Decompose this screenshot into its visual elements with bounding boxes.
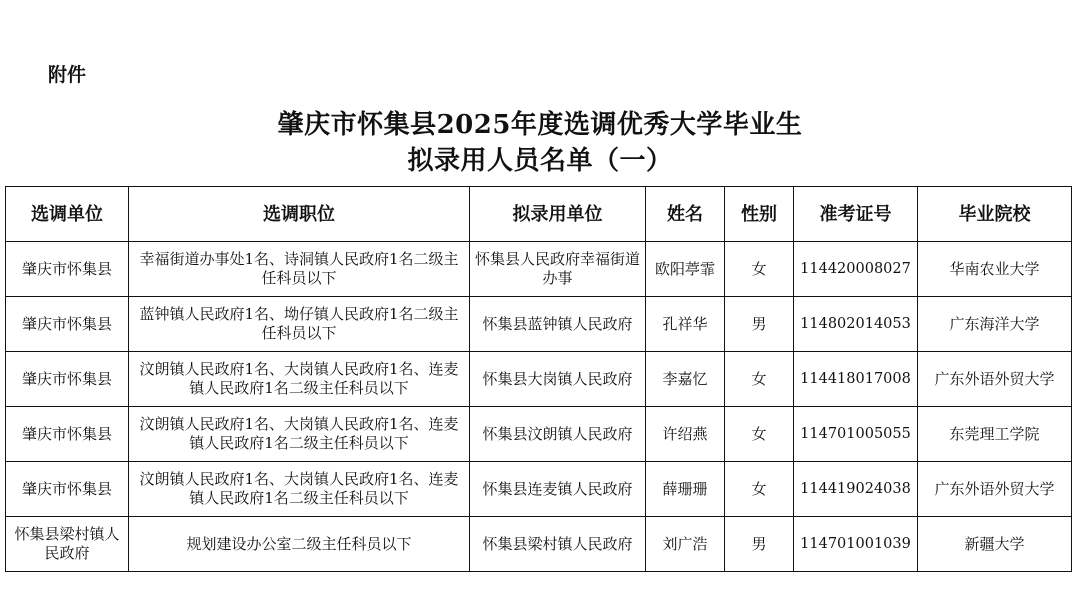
header-gender: 性别 [725,187,794,242]
header-unit: 选调单位 [6,187,129,242]
cell-exam-number: 114802014053 [794,297,918,352]
cell-exam-number: 114701005055 [794,407,918,462]
cell-exam-number: 114419024038 [794,462,918,517]
cell-name: 孔祥华 [646,297,725,352]
cell-position: 规划建设办公室二级主任科员以下 [129,517,470,572]
cell-gender: 女 [725,407,794,462]
cell-unit: 肇庆市怀集县 [6,407,129,462]
cell-exam-number: 114418017008 [794,352,918,407]
table-row [6,517,1072,572]
cell-position: 蓝钟镇人民政府1名、坳仔镇人民政府1名二级主任科员以下 [129,297,470,352]
attachment-label: 附件 [48,64,87,86]
cell-name: 刘广浩 [646,517,725,572]
table-header-row [6,187,1072,242]
table-row [6,297,1072,352]
cell-school: 华南农业大学 [918,242,1072,297]
cell-gender: 女 [725,352,794,407]
table-row [6,352,1072,407]
cell-unit: 怀集县梁村镇人民政府 [6,517,129,572]
document-title: 肇庆市怀集县2025年度选调优秀大学毕业生 [277,110,803,140]
cell-gender: 女 [725,242,794,297]
header-name: 姓名 [646,187,725,242]
cell-position: 汶朗镇人民政府1名、大岗镇人民政府1名、连麦镇人民政府1名二级主任科员以下 [129,462,470,517]
cell-employer: 怀集县蓝钟镇人民政府 [470,297,646,352]
cell-employer: 怀集县人民政府幸福街道办事 [470,242,646,297]
cell-exam-number: 114701001039 [794,517,918,572]
cell-name: 欧阳葶霏 [646,242,725,297]
cell-name: 许绍燕 [646,407,725,462]
cell-unit: 肇庆市怀集县 [6,352,129,407]
cell-gender: 男 [725,297,794,352]
cell-unit: 肇庆市怀集县 [6,462,129,517]
cell-unit: 肇庆市怀集县 [6,242,129,297]
admission-list-table [5,186,1072,572]
cell-employer: 怀集县连麦镇人民政府 [470,462,646,517]
table-row [6,462,1072,517]
cell-school: 东莞理工学院 [918,407,1072,462]
header-position: 选调职位 [129,187,470,242]
table-row [6,407,1072,462]
table-row [6,242,1072,297]
header-school: 毕业院校 [918,187,1072,242]
cell-gender: 女 [725,462,794,517]
cell-school: 广东外语外贸大学 [918,462,1072,517]
document-subtitle: 拟录用人员名单（一） [407,146,673,176]
cell-school: 广东外语外贸大学 [918,352,1072,407]
cell-unit: 肇庆市怀集县 [6,297,129,352]
cell-employer: 怀集县汶朗镇人民政府 [470,407,646,462]
cell-name: 薛珊珊 [646,462,725,517]
cell-exam-number: 114420008027 [794,242,918,297]
cell-employer: 怀集县大岗镇人民政府 [470,352,646,407]
cell-position: 幸福街道办事处1名、诗洞镇人民政府1名二级主任科员以下 [129,242,470,297]
cell-school: 广东海洋大学 [918,297,1072,352]
header-employer: 拟录用单位 [470,187,646,242]
header-exam-number: 准考证号 [794,187,918,242]
cell-gender: 男 [725,517,794,572]
cell-position: 汶朗镇人民政府1名、大岗镇人民政府1名、连麦镇人民政府1名二级主任科员以下 [129,407,470,462]
cell-name: 李嘉忆 [646,352,725,407]
cell-school: 新疆大学 [918,517,1072,572]
cell-employer: 怀集县梁村镇人民政府 [470,517,646,572]
cell-position: 汶朗镇人民政府1名、大岗镇人民政府1名、连麦镇人民政府1名二级主任科员以下 [129,352,470,407]
